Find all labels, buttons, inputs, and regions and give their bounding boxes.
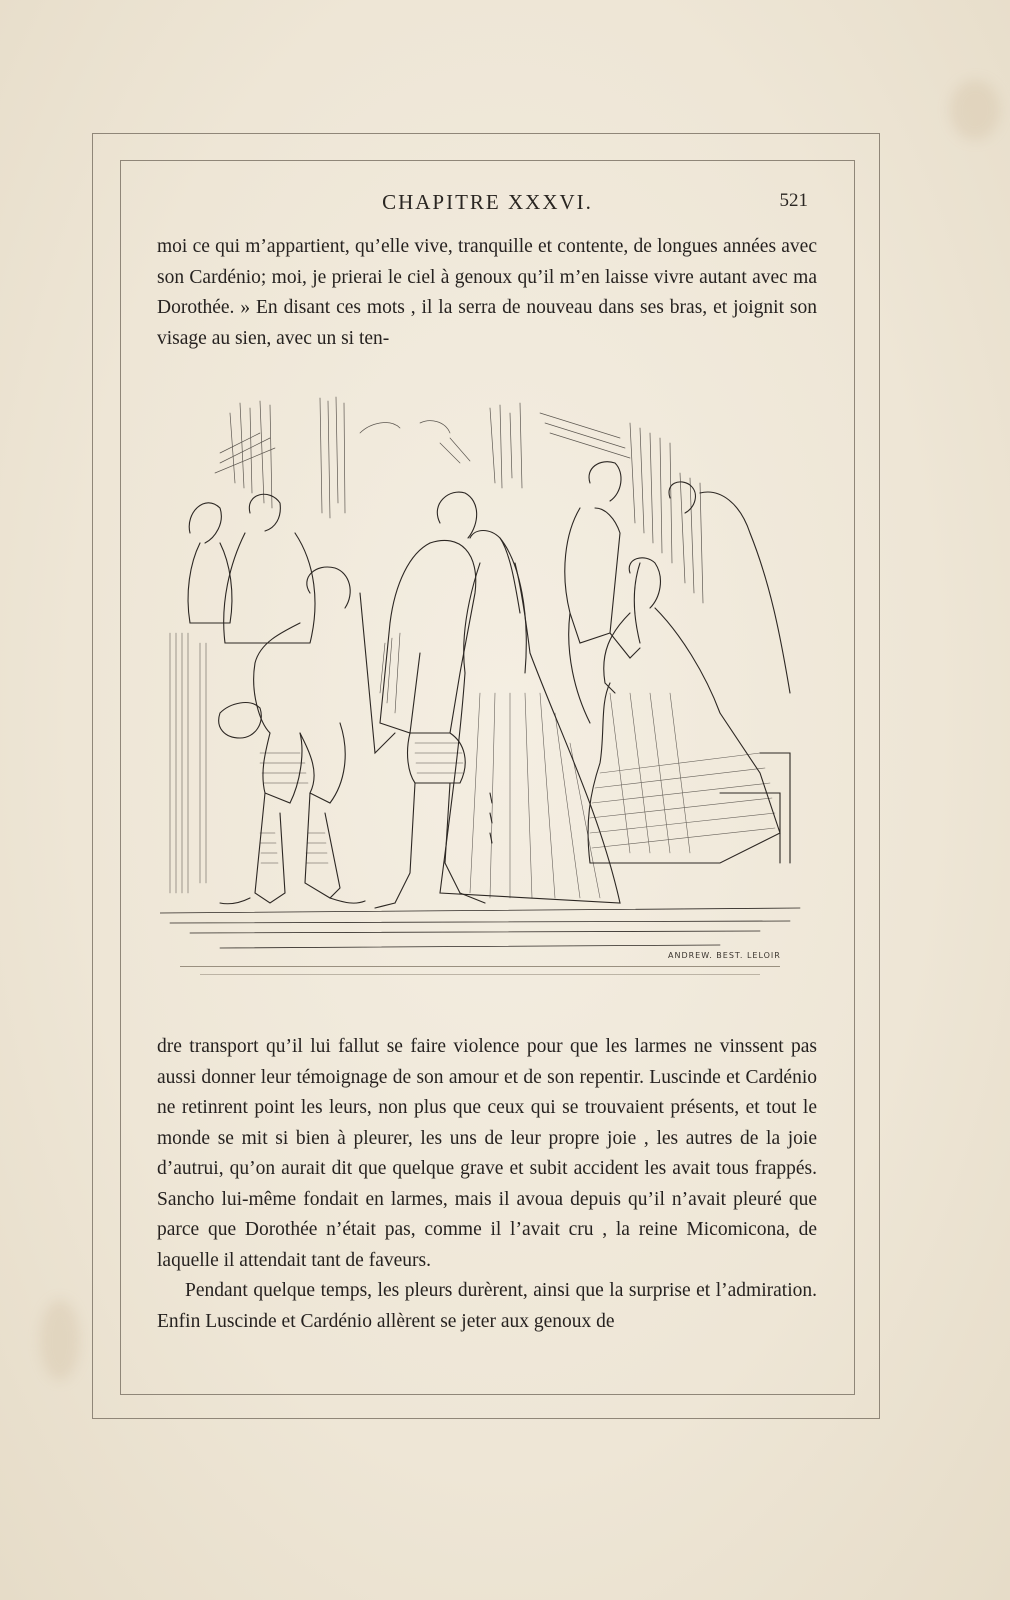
page-number: 521: [779, 190, 808, 211]
paragraph-continuation: dre transport qu’il lui fallut se faire violence pour que les larmes ne vinssent pas aussi donner leur témoignage de son amour et de son repentir. Luscinde et Cardénio ne retinrent point les leurs, non plus que ceux qui se trouvaient présents, et tout le monde se mit si bien à pleurer, les uns de leur propre joie , les autres de la joie d’autrui, qu’on aurait dit que quelque grave et subit accident les avait tous frappés. Sancho lui-même fondait en larmes, mais il avoua depuis qu’il n’avait pleuré que parce que Dorothée n’était pas, comme il l’avait cru , la reine Micomicona, de laquelle il attendait tant de faveurs.: [157, 1036, 817, 1271]
paragraph-pendant: Pendant quelque temps, les pleurs durèrent, ainsi que la surprise et l’admiration. Enfin Luscinde et Cardénio allèrent se jeter aux genoux de: [157, 1280, 817, 1332]
engraving-embrace-scene-icon: [160, 393, 820, 978]
engraver-signature: ANDREW. BEST. LELOIR: [668, 951, 781, 960]
running-head: [120, 190, 855, 220]
paragraph-top: moi ce qui m’appartient, qu’elle vive, tranquille et contente, de longues années avec son Cardénio; moi, je prierai le ciel à genoux qu’il m’en laisse vivre autant avec ma Dorothée. » En disant ces mots , il la serra de nouveau dans ses bras, et joignit son visage au sien, avec un si ten-: [157, 236, 817, 349]
body-text-bottom: [157, 1032, 817, 1337]
chapter-title: CHAPITRE XXXVI.: [382, 190, 593, 214]
paper-stain: [40, 1300, 80, 1380]
illustration-underline-rule: [180, 966, 780, 967]
body-text-top: [157, 232, 817, 354]
paper-stain: [950, 80, 1000, 140]
illustration-underline-rule: [200, 974, 760, 975]
engraving-illustration: [160, 393, 820, 978]
